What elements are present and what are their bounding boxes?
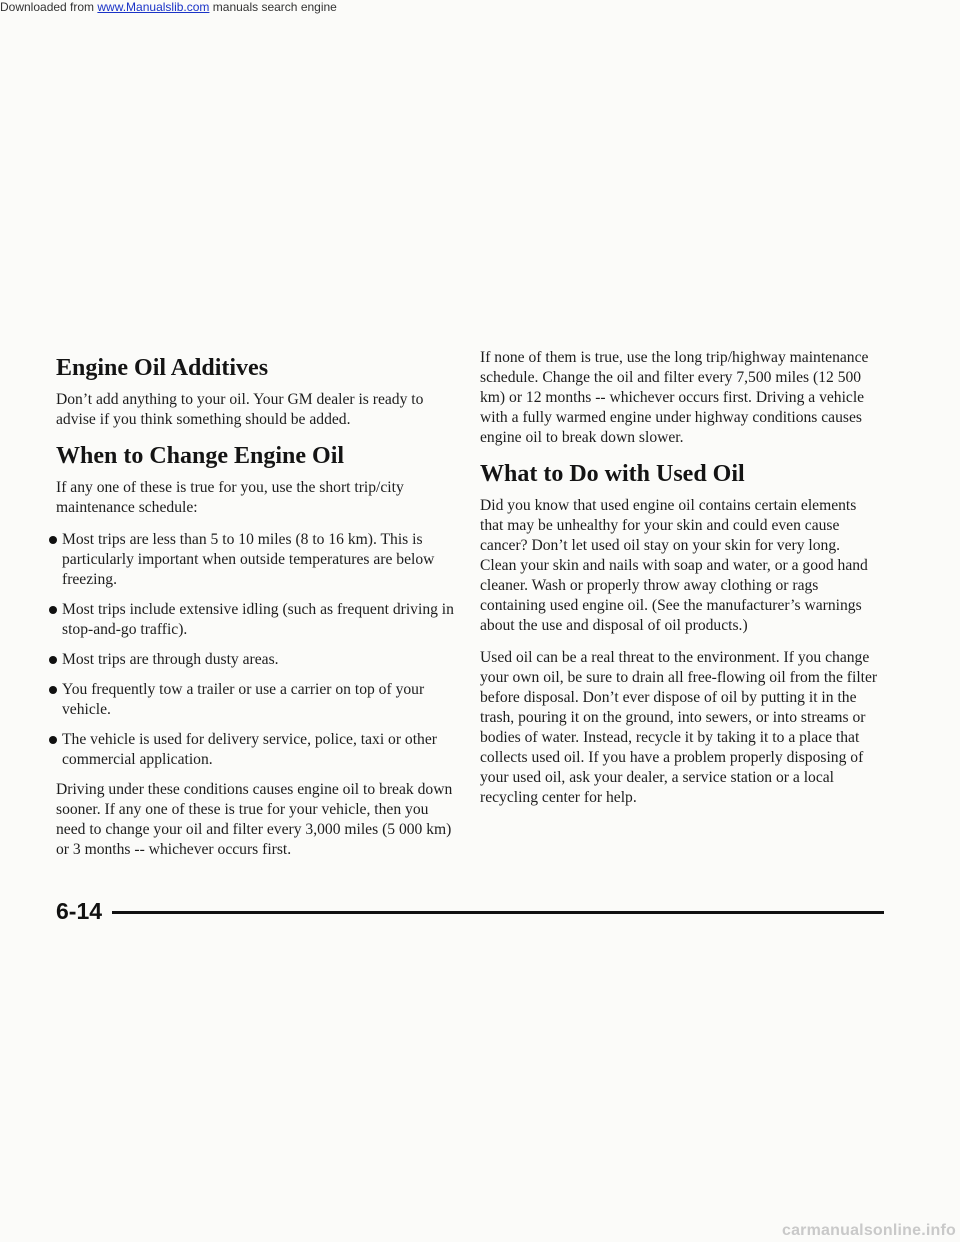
list-item: Most trips are through dusty areas.: [56, 650, 456, 670]
heading-when-to-change: When to Change Engine Oil: [56, 443, 345, 469]
watermark-suffix: manuals search engine: [209, 0, 337, 14]
site-watermark: carmanualsonline.info: [781, 1222, 956, 1239]
list-item: You frequently tow a trailer or use a carrier on top of your vehicle.: [56, 680, 456, 720]
paragraph-change-closing: Driving under these conditions causes engine oil to break down sooner. If any one of these is true for your vehicle, then you need to change your oil and filter every 3,000 miles (5 000 km) or 3 months -- whichever occurs first.: [56, 781, 453, 858]
page-number: 6-14: [56, 897, 103, 924]
paragraph-additives: Don’t add anything to your oil. Your GM dealer is ready to advise if you think something should be added.: [56, 391, 424, 428]
heading-used-oil: What to Do with Used Oil: [480, 461, 745, 487]
bullet-icon: [49, 656, 57, 664]
condition-list: [56, 530, 456, 770]
bullet-icon: [49, 536, 57, 544]
manualslib-link[interactable]: www.Manualslib.com: [97, 0, 210, 14]
paragraph-change-intro: If any one of these is true for you, use the short trip/city maintenance schedule:: [56, 479, 404, 516]
bullet-icon: [49, 686, 57, 694]
list-item: The vehicle is used for delivery service, police, taxi or other commercial application.: [56, 730, 456, 770]
footer-rule: [112, 911, 884, 914]
page-footer: [56, 896, 884, 926]
bullet-icon: [49, 736, 57, 744]
heading-engine-oil-additives: Engine Oil Additives: [56, 355, 269, 381]
list-item: Most trips are less than 5 to 10 miles (8 to 16 km). This is particularly important when outside temperatures are below freezing.: [56, 530, 456, 590]
paragraph-used-oil-health: Did you know that used engine oil contains certain elements that may be unhealthy for your skin and could even cause cancer? Don’t let used oil stay on your skin for very long. Clean your skin and nails with soap and water, or a good hand cleaner. Wash or properly throw away clothing or rags containing used engine oil. (See the manufacturer’s warnings about the use and disposal of oil products.): [480, 497, 868, 634]
paragraph-long-trip: If none of them is true, use the long trip/highway maintenance schedule. Change the oil and filter every 7,500 miles (12 500 km) or 12 months -- whichever occurs first. Driving a vehicle with a fully warmed engine under highway conditions causes engine oil to break down slower.: [480, 349, 869, 446]
paragraph-used-oil-environment: Used oil can be a real threat to the environment. If you change your own oil, be sure to drain all free-flowing oil from the filter before disposal. Don’t ever dispose of oil by putting it in the trash, pouring it on the ground, into sewers, or into streams or bodies of water. Instead, recycle it by taking it to a place that collects used oil. If you have a problem properly disposing of your used oil, ask your dealer, a service station or a local recycling center for help.: [480, 649, 878, 806]
download-watermark: [0, 0, 337, 14]
bullet-icon: [49, 606, 57, 614]
right-column: [480, 348, 880, 820]
left-column: [56, 348, 456, 872]
watermark-prefix: Downloaded from: [0, 0, 98, 14]
list-item: Most trips include extensive idling (such as frequent driving in stop-and-go traffic).: [56, 600, 456, 640]
